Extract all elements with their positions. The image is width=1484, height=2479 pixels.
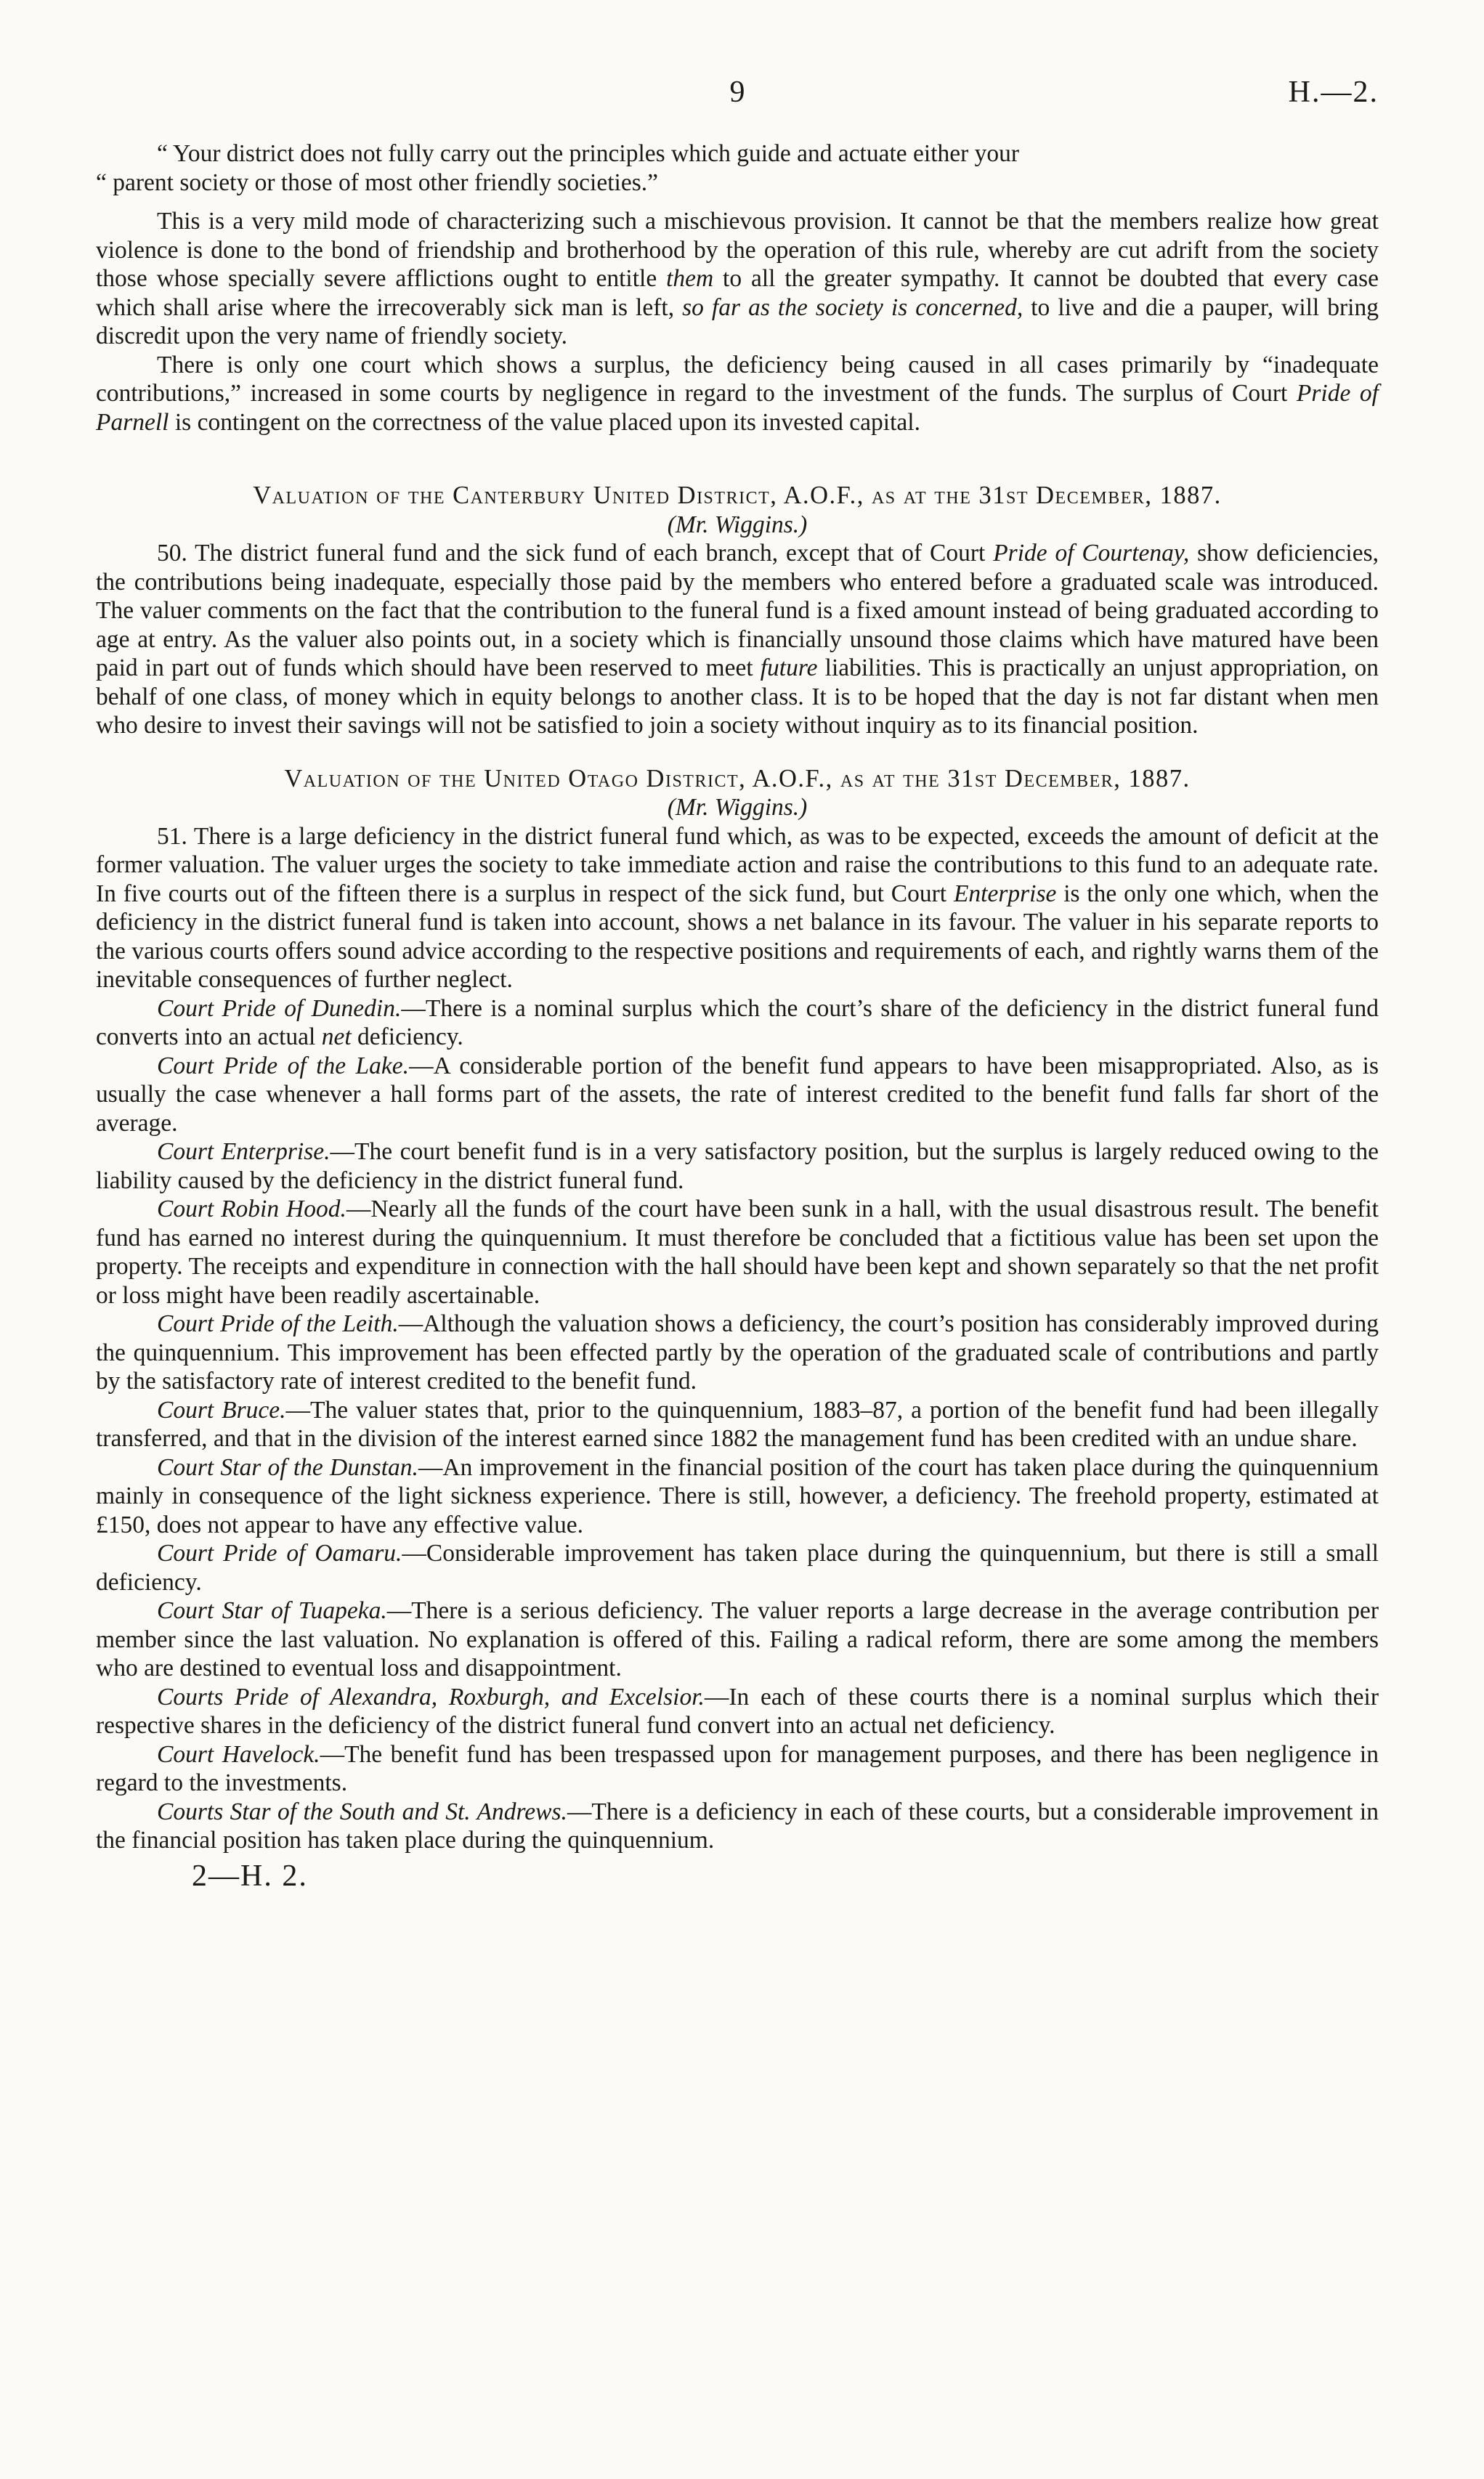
court-paragraph: Courts Pride of Alexandra, Roxburgh, and Excelsior.—In each of these courts there is a nominal surplus which their respective shares in the deficiency of the district funeral fund convert into an actual net deficiency.	[96, 1683, 1379, 1739]
signature-mark: 2—H. 2.	[192, 1859, 308, 1893]
court-reports	[96, 994, 1379, 1855]
paragraph-mild-mode: This is a very mild mode of characterizing such a mischievous provision. It cannot be that the members realize how great violence is done to the bond of friendship and brotherhood by the operation of this rule, whereby are cut adrift from the society those whose specially severe afflictions ought to entitle them to all the greater sympathy. It cannot be doubted that every case which shall arise where the irrecoverably sick man is left, so far as the society is concerned, to live and die a pauper, will bring discredit upon the very name of friendly society.	[96, 208, 1379, 349]
valuer-canterbury: (Mr. Wiggins.)	[667, 511, 808, 538]
court-paragraph: Court Pride of the Leith.—Although the valuation shows a deficiency, the court’s position has considerably improved during the quinquennium. This improvement has been effected partly by the operation of the graduated scale of contributions and partly by the satisfactory rate of interest credited to the benefit fund.	[96, 1310, 1379, 1395]
court-paragraph: Court Pride of the Lake.—A considerable portion of the benefit fund appears to have been misappropriated. Also, as is usually the case whenever a hall forms part of the assets, the rate of interest credited to the benefit fund falls far short of the average.	[96, 1052, 1379, 1137]
court-paragraph: Court Star of Tuapeka.—There is a serious deficiency. The valuer reports a large decrease in the average contribution per member since the last valuation. No explanation is offered of this. Failing a radical reform, there are some among the members who are destined to eventual loss and disappointment.	[96, 1597, 1379, 1681]
paragraph-surplus: There is only one court which shows a surplus, the deficiency being caused in all cases primarily by “inadequate contributions,” increased in some courts by negligence in regard to the investment of the funds. The surplus of Court Pride of Parnell is contingent on the correctness of the value placed upon its invested capital.	[96, 351, 1379, 436]
section-heading-otago: Valuation of the United Otago District, A.O.F., as at the 31st December, 1887.	[284, 764, 1191, 792]
quote-line-2: “ parent society or those of most other friendly societies.”	[96, 169, 658, 196]
paragraph-51: 51. There is a large deficiency in the district funeral fund which, as was to be expected, exceeds the amount of deficit at the former valuation. The valuer urges the society to take immediate action and raise the contributions to this fund to an adequate rate. In five courts out of the fifteen there is a surplus in respect of the sick fund, but Court Enterprise is the only one which, when the deficiency in the district funeral fund is taken into account, shows a net balance in its favour. The valuer in his separate reports to the various courts offers sound advice according to the respective positions and requirements of each, and rightly warns them of the inevitable consequences of further neglect.	[96, 822, 1379, 993]
court-paragraph: Courts Star of the South and St. Andrews.—There is a deficiency in each of these courts, but a considerable improvement in the financial position has taken place during the quinquennium.	[96, 1798, 1379, 1854]
quote-line-1: “ Your district does not fully carry out the principles which guide and actuate either your	[157, 140, 1020, 167]
valuer-otago: (Mr. Wiggins.)	[667, 794, 808, 821]
document-page	[96, 78, 1379, 1891]
court-paragraph: Court Robin Hood.—Nearly all the funds of the court have been sunk in a hall, with the usual disastrous result. The benefit fund has earned no interest during the quinquennium. It must therefore be concluded that a fictitious value has been set upon the property. The receipts and expenditure in connection with the hall should have been kept and shown separately so that the net profit or loss might have been readily ascertainable.	[96, 1196, 1379, 1309]
court-paragraph: Court Bruce.—The valuer states that, prior to the quinquennium, 1883–87, a portion of the benefit fund had been illegally transferred, and that in the division of the interest earned since 1882 the management fund has been credited with an undue share.	[96, 1396, 1379, 1452]
page-number: 9	[729, 76, 745, 109]
page-header	[96, 78, 1379, 119]
court-paragraph: Court Enterprise.—The court benefit fund is in a very satisfactory position, but the surplus is largely reduced owing to the liability caused by the deficiency in the district funeral fund.	[96, 1138, 1379, 1194]
document-reference: H.—2.	[1288, 76, 1379, 109]
court-paragraph: Court Star of the Dunstan.—An improvement in the financial position of the court has taken place during the quinquennium mainly in consequence of the light sickness experience. There is still, however, a deficiency. The freehold property, estimated at £150, does not appear to have any effective value.	[96, 1453, 1379, 1538]
court-paragraph: Court Pride of Oamaru.—Considerable improvement has taken place during the quinquennium, but there is still a small deficiency.	[96, 1540, 1379, 1596]
court-paragraph: Court Havelock.—The benefit fund has been trespassed upon for management purposes, and there has been negligence in regard to the investments.	[96, 1740, 1379, 1796]
section-heading-canterbury: Valuation of the Canterbury United District, A.O.F., as at the 31st December, 1887.	[253, 482, 1222, 509]
paragraph-50: 50. The district funeral fund and the sick fund of each branch, except that of Court Pride of Courtenay, show deficiencies, the contributions being inadequate, especially those paid by the members who entered before a graduated scale was introduced. The valuer comments on the fact that the contribution to the funeral fund is a fixed amount instead of being graduated according to age at entry. As the valuer also points out, in a society which is financially unsound those claims which have matured have been paid in part out of funds which should have been reserved to meet future liabilities. This is practically an unjust appropriation, on behalf of one class, of money which in equity belongs to another class. It is to be hoped that the day is not far distant when men who desire to invest their savings will not be satisfied to join a society without inquiry as to its financial position.	[96, 540, 1379, 739]
court-paragraph: Court Pride of Dunedin.—There is a nominal surplus which the court’s share of the deficiency in the district funeral fund converts into an actual net deficiency.	[96, 994, 1379, 1050]
